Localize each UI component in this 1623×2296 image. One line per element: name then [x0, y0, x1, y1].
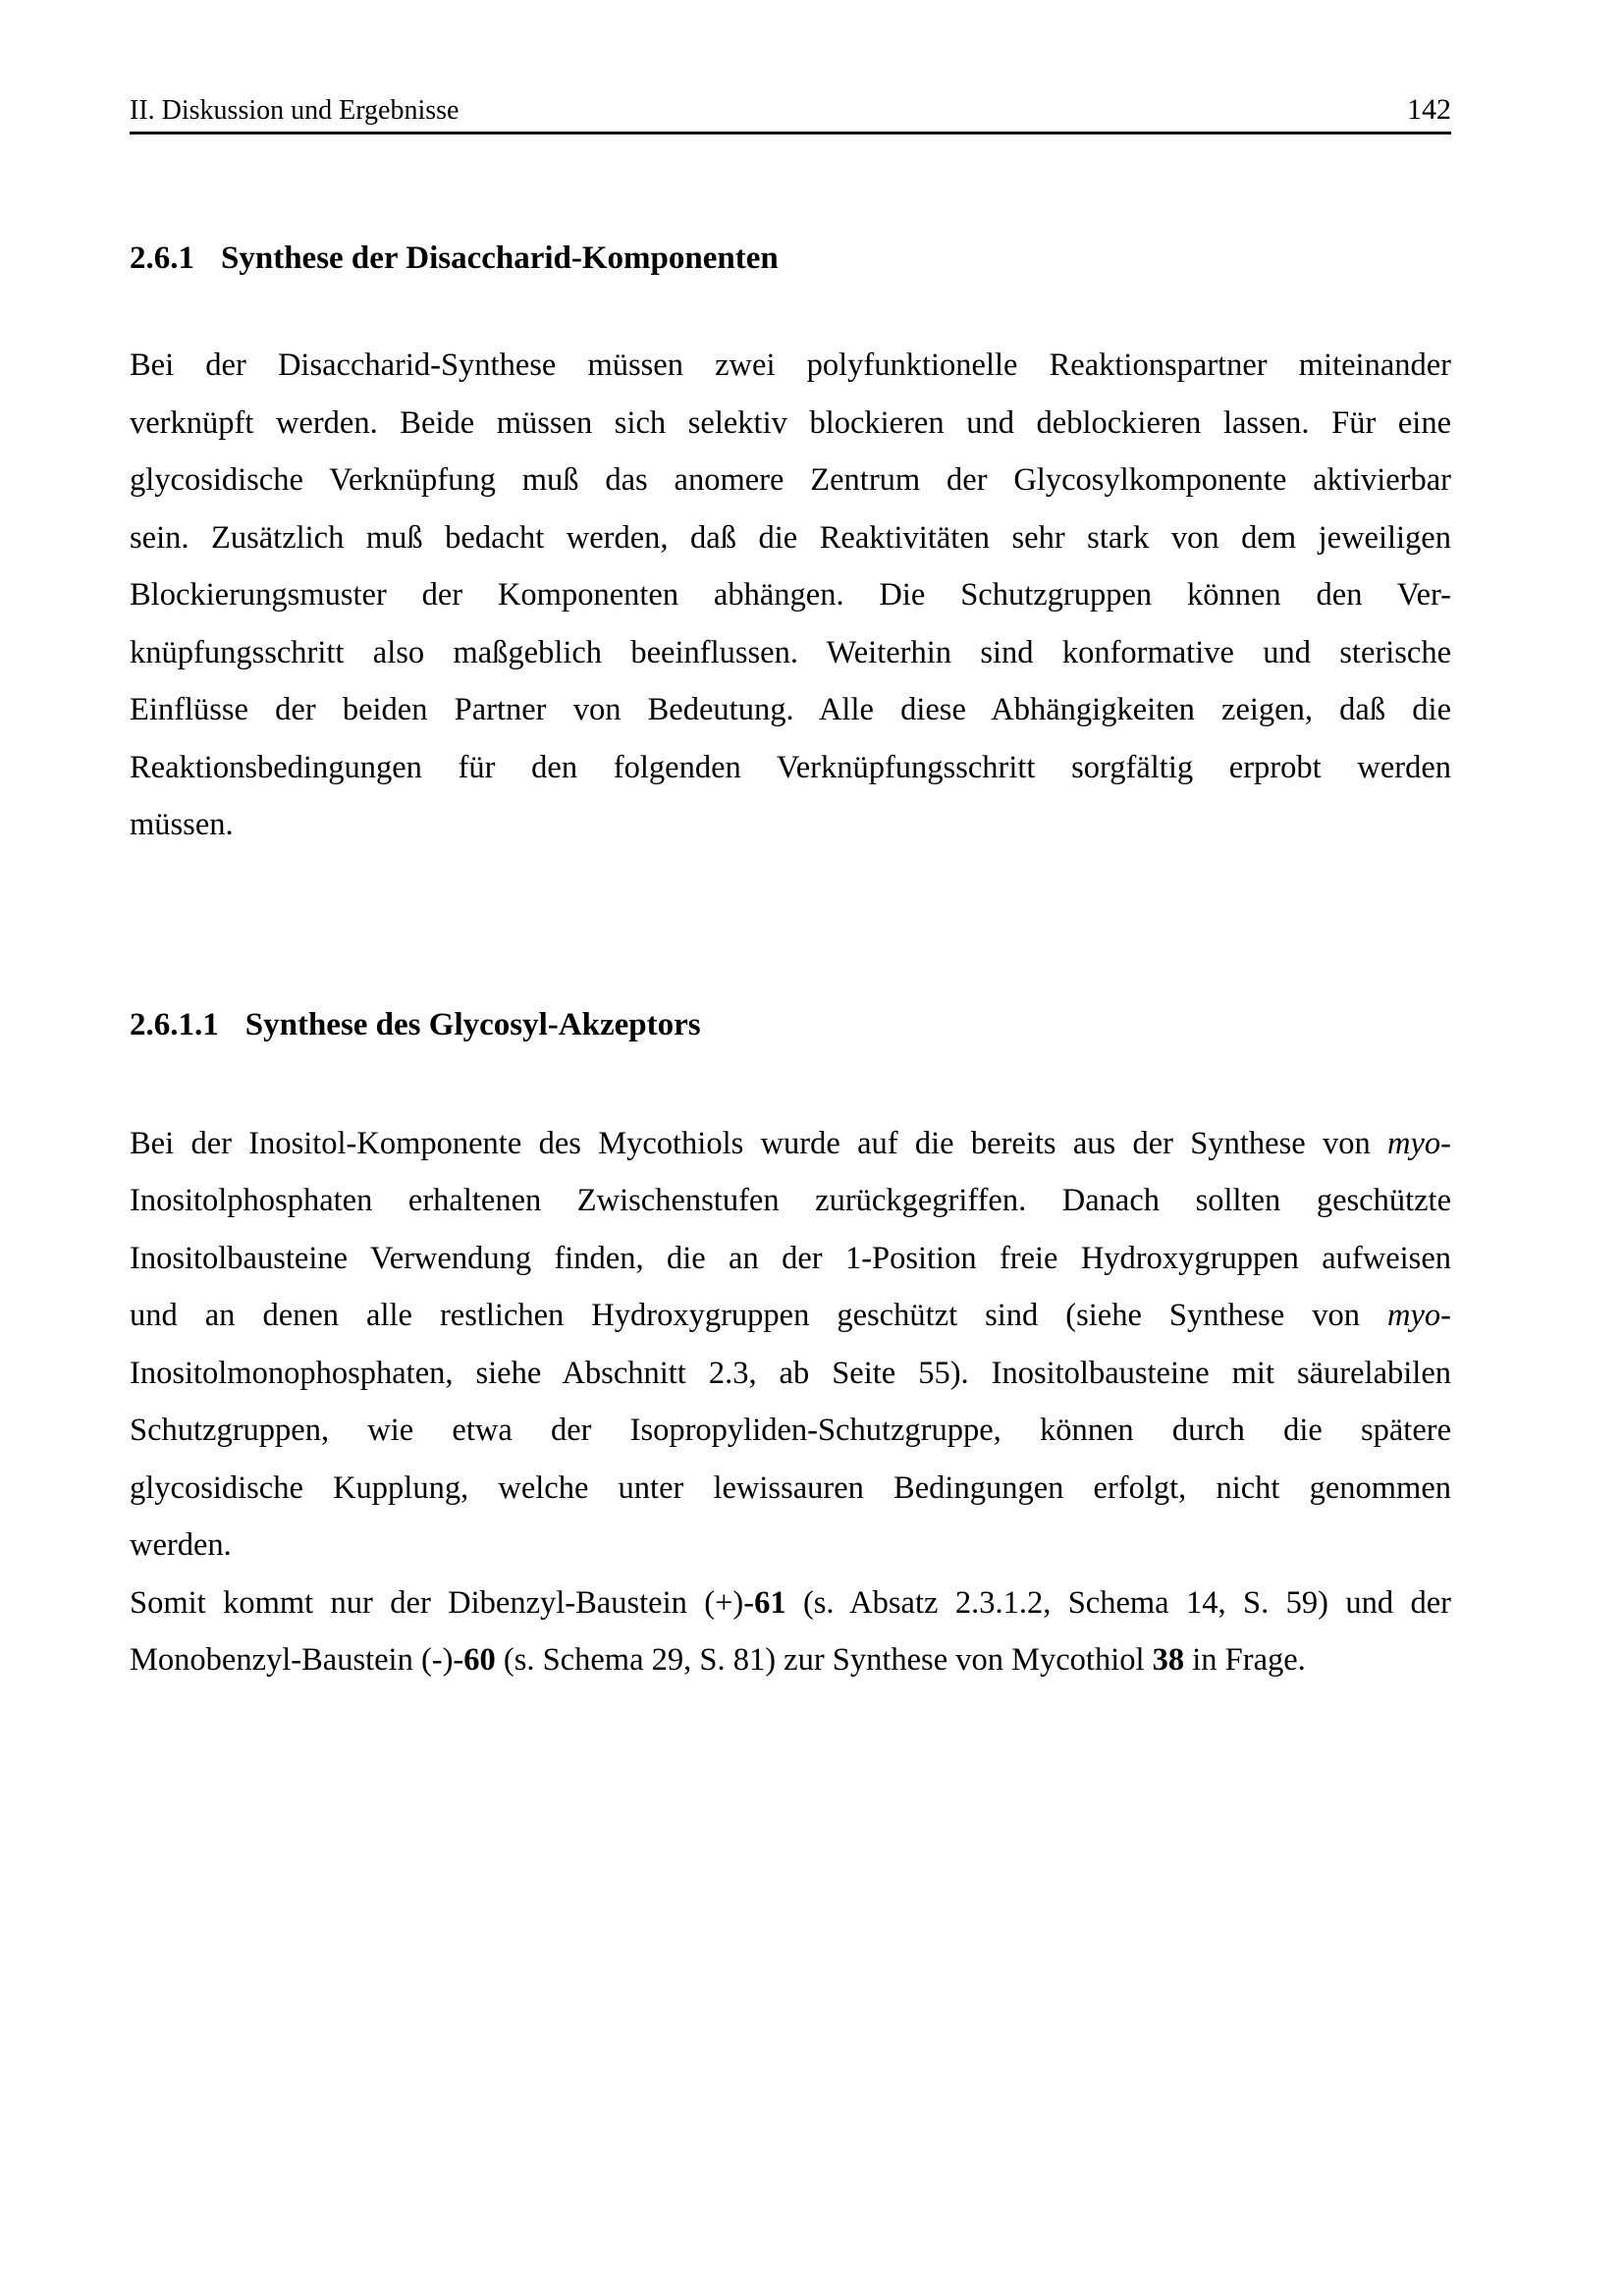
body-text: -: [1440, 1125, 1451, 1161]
body-text: Somit kommt nur der Dibenzyl-Baustein (+)-: [130, 1584, 755, 1621]
italic-text: myo: [1387, 1125, 1441, 1161]
body-text: Inositolphosphaten erhaltenen Zwischenstufen zurückgegriffen. Danach sollten geschützte: [130, 1183, 1451, 1218]
body-text: knüpfungsschritt also maßgeblich beeinflussen. Weiterhin sind konformative und sterische: [130, 634, 1451, 670]
text-line: [130, 395, 1451, 453]
section-number: 2.6.1: [130, 240, 194, 276]
bold-compound-number: 38: [1152, 1642, 1185, 1678]
body-text: Einflüsse der beiden Partner von Bedeutung. Alle diese Abhängigkeiten zeigen, daß die: [130, 692, 1451, 727]
italic-text: myo: [1387, 1298, 1441, 1333]
body-text: (s. Schema 29, S. 81) zur Synthese von Mycothiol: [495, 1642, 1153, 1678]
section-heading-2-6-1-1: [130, 1005, 1451, 1044]
text-line: [130, 566, 1451, 624]
body-text: Inositolmonophosphaten, siehe Abschnitt 2.3, ab Seite 55). Inositolbausteine mit säurelabilen: [130, 1355, 1451, 1391]
paragraph-glycosyl-akzeptor: [130, 1115, 1451, 1689]
text-line: [130, 509, 1451, 567]
body-text: Blockierungsmuster der Komponenten abhängen. Die Schutzgruppen können den Ver-: [130, 577, 1451, 613]
page-number: 142: [1407, 93, 1451, 126]
body-text: -: [1440, 1298, 1451, 1333]
header-rule: [130, 132, 1451, 134]
text-line: [130, 1402, 1451, 1460]
body-text: und an denen alle restlichen Hydroxygruppen geschützt sind (siehe Synthese von: [130, 1298, 1388, 1333]
section-title: Synthese der Disaccharid-Komponenten: [221, 240, 779, 276]
body-text: müssen.: [130, 807, 234, 842]
body-text: Monobenzyl-Baustein (-)-: [130, 1642, 464, 1678]
text-line: [130, 1631, 1451, 1689]
text-line: [130, 681, 1451, 739]
body-text: verknüpft werden. Beide müssen sich selektiv blockieren und deblockieren lassen. Für eine: [130, 404, 1451, 441]
body-text: Bei der Disaccharid-Synthese müssen zwei polyfunktionelle Reaktionspartner miteinander: [130, 347, 1451, 383]
body-text: werden.: [130, 1527, 232, 1563]
text-line: [130, 452, 1451, 509]
text-line: [130, 1230, 1451, 1288]
text-line: [130, 1115, 1451, 1173]
body-text: Inositolbausteine Verwendung finden, die an der 1-Position freie Hydroxygruppen aufweisen: [130, 1240, 1451, 1276]
section-number: 2.6.1.1: [130, 1006, 219, 1042]
text-line: [130, 624, 1451, 682]
body-text: Reaktionsbedingungen für den folgenden Verknüpfungsschritt sorgfältig erprobt werden: [130, 749, 1451, 785]
text-line: [130, 337, 1451, 395]
text-line: [130, 739, 1451, 797]
text-line: [130, 1575, 1451, 1632]
page-header: [130, 0, 1451, 126]
text-line: [130, 1460, 1451, 1518]
page-content: [130, 0, 1451, 1689]
bold-compound-number: 60: [463, 1642, 496, 1678]
body-text: Schutzgruppen, wie etwa der Isopropyliden-Schutzgruppe, können durch die spätere: [130, 1413, 1451, 1448]
body-text: in Frage.: [1184, 1642, 1306, 1678]
body-text: (s. Absatz 2.3.1.2, Schema 14, S. 59) und der: [785, 1584, 1451, 1621]
text-line: [130, 1287, 1451, 1345]
body-text: glycosidische Verknüpfung muß das anomere Zentrum der Glycosylkomponente aktivierbar: [130, 462, 1451, 498]
text-line: [130, 1345, 1451, 1403]
text-line: [130, 1517, 1451, 1575]
paragraph-disaccharid-synthese: [130, 337, 1451, 854]
body-text: glycosidische Kupplung, welche unter lewissauren Bedingungen erfolgt, nicht genommen: [130, 1469, 1451, 1506]
section-title: Synthese des Glycosyl-Akzeptors: [244, 1006, 701, 1042]
text-line: [130, 796, 1451, 854]
bold-compound-number: 61: [754, 1584, 786, 1621]
section-heading-2-6-1: [130, 239, 1451, 278]
body-text: sein. Zusätzlich muß bedacht werden, daß die Reaktivitäten sehr stark von dem jeweiligen: [130, 519, 1451, 556]
body-text: Bei der Inositol-Komponente des Mycothiols wurde auf die bereits aus der Synthese von: [130, 1125, 1388, 1161]
text-line: [130, 1172, 1451, 1230]
running-header-title: II. Diskussion und Ergebnisse: [130, 95, 460, 126]
